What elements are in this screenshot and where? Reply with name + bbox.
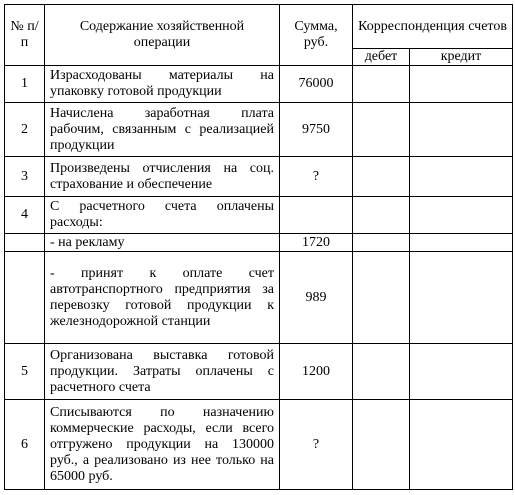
row-text: Израсходованы материалы на упаковку готовой продукции	[45, 66, 280, 103]
row-debit	[353, 234, 410, 252]
row-debit	[353, 197, 410, 234]
row-num: 3	[5, 157, 45, 197]
row-credit	[410, 400, 513, 490]
operations-table	[4, 4, 513, 490]
row-sum: 1720	[280, 234, 353, 252]
row-text: Произведены отчисления на соц. страхование и обеспечение	[45, 157, 280, 197]
table-row	[5, 344, 513, 400]
row-credit	[410, 197, 513, 234]
header-credit: кредит	[410, 49, 513, 66]
row-credit	[410, 157, 513, 197]
row-text: - принят к оплате счет автотранспортного предприятия за перевозку готовой продукции к железнодорожной станции	[45, 252, 280, 344]
row-debit	[353, 344, 410, 400]
row-credit	[410, 66, 513, 103]
row-debit	[353, 400, 410, 490]
table-row	[5, 234, 513, 252]
header-num: № п/п	[5, 5, 45, 66]
row-sum: ?	[280, 157, 353, 197]
header-row	[5, 5, 513, 49]
row-num: 1	[5, 66, 45, 103]
row-text: Начислена заработная плата рабочим, связанным с реализацией продукции	[45, 103, 280, 157]
row-sum: 1200	[280, 344, 353, 400]
row-credit	[410, 252, 513, 344]
header-sum: Сумма, руб.	[280, 5, 353, 66]
row-num	[5, 234, 45, 252]
row-text: С расчетного счета оплачены расходы:	[45, 197, 280, 234]
row-debit	[353, 66, 410, 103]
table-row	[5, 66, 513, 103]
row-debit	[353, 157, 410, 197]
row-credit	[410, 344, 513, 400]
row-num: 5	[5, 344, 45, 400]
row-credit	[410, 234, 513, 252]
row-debit	[353, 103, 410, 157]
row-num	[5, 252, 45, 344]
row-debit	[353, 252, 410, 344]
row-text: Организована выставка готовой продукции. Затраты оплачены с расчетного счета	[45, 344, 280, 400]
row-num: 2	[5, 103, 45, 157]
header-content: Содержание хозяйственной операции	[45, 5, 280, 66]
row-sum: ?	[280, 400, 353, 490]
table-row	[5, 103, 513, 157]
table-row	[5, 157, 513, 197]
row-sum: 76000	[280, 66, 353, 103]
row-sum: 989	[280, 252, 353, 344]
header-correspondence: Корреспонденция счетов	[353, 5, 513, 49]
header-debit: дебет	[353, 49, 410, 66]
row-sum: 9750	[280, 103, 353, 157]
table-row	[5, 197, 513, 234]
table-row	[5, 400, 513, 490]
row-sum	[280, 197, 353, 234]
row-num: 6	[5, 400, 45, 490]
row-text: - на рекламу	[45, 234, 280, 252]
table-row	[5, 252, 513, 344]
row-credit	[410, 103, 513, 157]
row-text: Списываются по назначению коммерческие расходы, если всего отгружено продукции на 130000 руб., а реализовано из нее только на 65000 руб.	[45, 400, 280, 490]
row-num: 4	[5, 197, 45, 234]
